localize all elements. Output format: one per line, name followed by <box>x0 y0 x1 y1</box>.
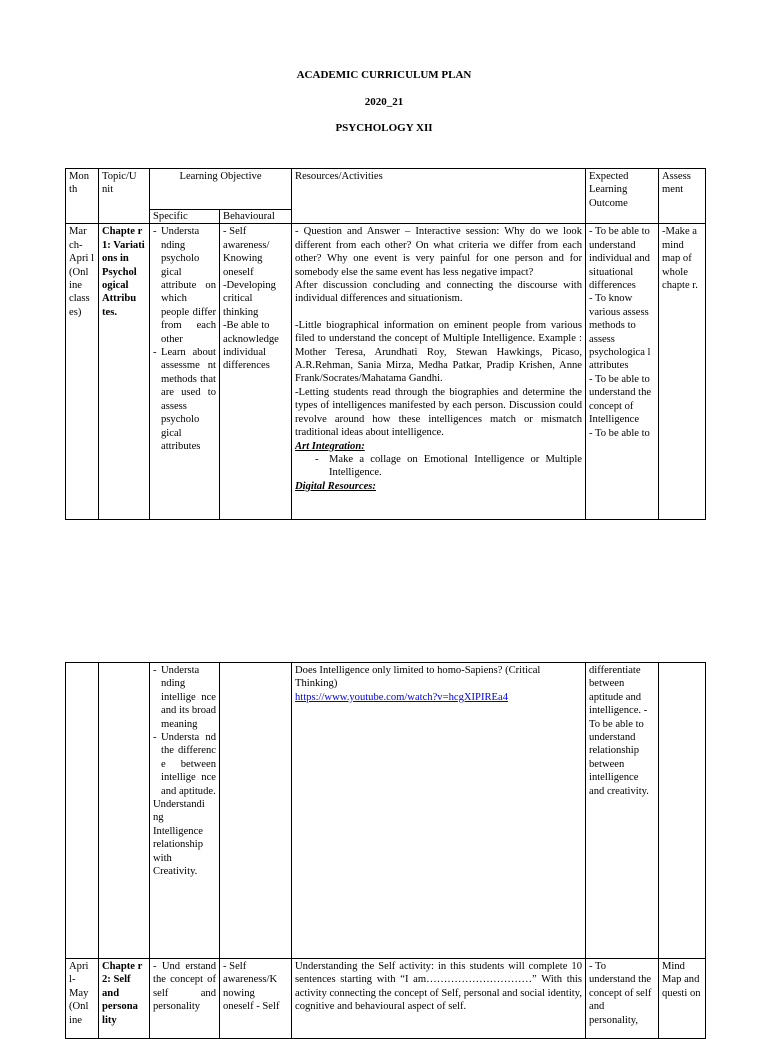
specific-item: Understandi ng Intelligence relationship with Creativity. <box>153 799 205 878</box>
expected-outcome-cell <box>586 224 659 520</box>
resources-paragraph: Does Intelligence only limited to homo-Sapiens? (Critical Thinking) <box>295 665 541 690</box>
header-topic: Topic/U nit <box>99 169 150 224</box>
header-expected-outcome: Expected Learning Outcome <box>586 169 659 224</box>
header-month: Mon th <box>66 169 99 224</box>
month-cell: Apri l- May (Onl ine <box>66 959 99 1039</box>
document-year: 2020_21 <box>364 96 404 108</box>
behavioural-item: - Self awareness/ Knowing oneself <box>223 226 270 278</box>
document-title: ACADEMIC CURRICULUM PLAN <box>296 69 472 81</box>
topic-cell: Chapte r 1: Variati ons in Psychol ogical Attribu tes. <box>99 224 150 520</box>
resources-cell <box>292 224 586 520</box>
specific-item: - Understa nd the differenc e between intellige nce and aptitude. <box>153 731 216 798</box>
topic-cell: Chapte r 2: Self and persona lity <box>99 959 150 1039</box>
assessment-cell: -Make a mind map of whole chapte r. <box>659 224 706 520</box>
assessment-cell-empty <box>659 663 706 959</box>
assessment-cell: Mind Map and questi on <box>659 959 706 1039</box>
expected-outcome-cell: differentiate between aptitude and intelligence. -To be able to understand relationship between intelligence and creativity. <box>586 663 659 959</box>
document-subject: PSYCHOLOGY XII <box>335 122 433 134</box>
behavioural-objectives: - Self awareness/K nowing oneself - Self <box>220 959 292 1039</box>
month-cell: Mar ch- Apri l (Onl ine class es) <box>66 224 99 520</box>
specific-item: - Learn about assessme nt methods that are used to assess psycholo gical attributes <box>153 346 216 453</box>
specific-objectives <box>150 663 220 959</box>
digital-resources-heading: Digital Resources: <box>295 480 376 492</box>
resources-cell: Understanding the Self activity: in this students will complete 10 sentences starting with “I am…………………………” With this activity connecting the concept of Self, personal and social identity, cognitive and behavioural aspect of self. <box>292 959 586 1039</box>
art-integration-item: - Make a collage on Emotional Intelligence or Multiple Intelligence. <box>315 453 582 480</box>
header-assessment: Assess ment <box>659 169 706 224</box>
behavioural-cell-empty <box>220 663 292 959</box>
expected-item: - To be able to understand individual and situational differences <box>589 226 650 292</box>
behavioural-item: -Be able to acknowledge individual differences <box>223 320 279 372</box>
specific-objectives: - Und erstand the concept of self and personality <box>150 959 220 1039</box>
header-behavioural: Behavioural <box>220 210 292 224</box>
behavioural-objectives <box>220 224 292 520</box>
expected-item: - To be able to understand the concept of Intelligence <box>589 373 652 426</box>
resources-paragraph: -Letting students read through the biographies and determine the types of intelligences manifested by each person. Discussion could revolve around how these intelligences match or mismatch traditional ideas about intelligence. <box>295 386 583 439</box>
art-integration-heading: Art Integration: <box>295 440 365 452</box>
expected-item: - To be able to <box>589 427 650 439</box>
header-resources: Resources/Activities <box>292 169 586 224</box>
header-learning-objective: Learning Objective <box>150 169 292 210</box>
youtube-link[interactable]: https://www.youtube.com/watch?v=hcgXIPIREa4 <box>295 691 509 703</box>
month-cell-empty <box>66 663 99 959</box>
resources-cell <box>292 663 586 959</box>
specific-item: - Understa nding psycholo gical attribute on which people differ from each other <box>153 225 216 346</box>
specific-objectives <box>150 224 220 520</box>
curriculum-table-page1 <box>65 168 706 520</box>
behavioural-item: -Developing critical thinking <box>223 280 276 318</box>
resources-paragraph: After discussion concluding and connecting the discourse with individual differences and situationism. <box>295 280 583 305</box>
expected-outcome-cell: - To understand the concept of self and personality, <box>586 959 659 1039</box>
header-specific: Specific <box>150 210 220 224</box>
specific-item: - Understa nding intellige nce and its broad meaning <box>153 664 216 731</box>
resources-paragraph: - Question and Answer – Interactive session: Why do we look different from each other? On what criteria we differ from each other? Why one event is very painful for one person and for somebody else the same event has less negative impact? <box>295 226 583 278</box>
curriculum-table-page2 <box>65 662 706 1039</box>
resources-paragraph: -Little biographical information on eminent people from various filed to understand the concept of Multiple Intelligence. Example : Mother Teresa, Arundhati Roy, Stewan Hawkings, Picaso, A.R.Rehman, Sania Mirza, Medha Patkar, Pradip Krishen, Anne Frank/Socrates/Mahatama Gandhi. <box>295 319 583 385</box>
topic-cell-empty <box>99 663 150 959</box>
expected-item: - To know various assess methods to assess psychologica l attributes <box>589 293 651 372</box>
